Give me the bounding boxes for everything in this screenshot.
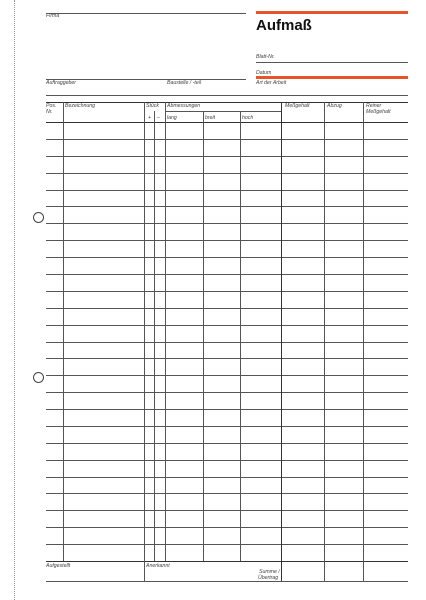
art-der-arbeit-label: Art der Arbeit [256,80,287,86]
table-row-line [46,392,408,393]
table-row-line [46,426,408,427]
minus-label: – [157,115,160,121]
table-row-line [46,325,408,326]
table-row-line [46,358,408,359]
column-divider [363,102,364,581]
lang-label: lang [167,115,177,121]
column-divider [154,111,155,561]
table-row-line [46,156,408,157]
column-divider [281,102,282,581]
table-row-line [46,342,408,343]
datum-label: Datum [256,70,272,76]
pos-label: Pos. [46,103,57,109]
table-row-line [46,493,408,494]
aufgestellt-label: Aufgestellt [46,563,71,569]
table-row-line [46,308,408,309]
column-divider [63,102,64,561]
column-divider [324,102,325,581]
perforation-line [14,0,15,600]
breit-label: breit [205,115,216,121]
table-row-line [46,257,408,258]
table-row-line [46,139,408,140]
table-bottom-line [46,561,408,562]
firma-label: Firma [46,13,60,19]
header-bottom-line [46,95,408,96]
messgehalt-label: Meßgehalt [285,103,310,109]
table-row-line [46,223,408,224]
abmessungen-label: Abmessungen [167,103,201,109]
baustelle-label: Baustelle / -teil [167,80,202,86]
abzug-label: Abzug [327,103,342,109]
footer-bottom-line [46,581,408,582]
summe-label: Summe / [259,569,280,575]
table-row-line [46,477,408,478]
nr-label: Nr. [46,109,53,115]
table-row-line [46,443,408,444]
table-row-line [46,240,408,241]
table-row-line [46,527,408,528]
table-row-line [46,510,408,511]
page-title: Aufmaß [256,17,312,34]
table-row-line [46,190,408,191]
uebertrag-label: Übertrag [258,575,279,581]
table-row-line [46,291,408,292]
table-row-line [46,544,408,545]
auftraggeber-line [46,79,246,80]
bezeichnung-label: Bezeichnung [65,103,95,109]
table-row-line [46,173,408,174]
title-accent-bar-bottom [256,76,408,79]
table-row-line [46,274,408,275]
auftraggeber-label: Auftraggeber [46,80,76,86]
table-header-bottom-line [46,122,408,123]
table-top-line [46,102,408,103]
table-row-line [46,460,408,461]
blatt-nr-label: Blatt-Nr. [256,54,275,60]
anerkannt-label: Anerkannt [146,563,170,569]
blatt-nr-line [256,62,408,63]
table-row-line [46,206,408,207]
stueck-label: Stück [146,103,159,109]
table-row-line [46,375,408,376]
reiner-messgehalt-label: Meßgehalt [366,109,391,115]
abmessungen-subheader-line [165,111,281,112]
column-divider [240,111,241,561]
hoch-label: hoch [242,115,254,121]
column-divider [203,111,204,561]
table-row-line [46,409,408,410]
punch-hole-bottom [33,372,44,383]
plus-label: + [148,115,152,121]
reiner-label: Reiner [366,103,382,109]
title-accent-bar-top [256,11,408,14]
firma-line [46,13,246,14]
column-divider [165,102,166,561]
column-divider [144,102,145,581]
punch-hole-top [33,212,44,223]
